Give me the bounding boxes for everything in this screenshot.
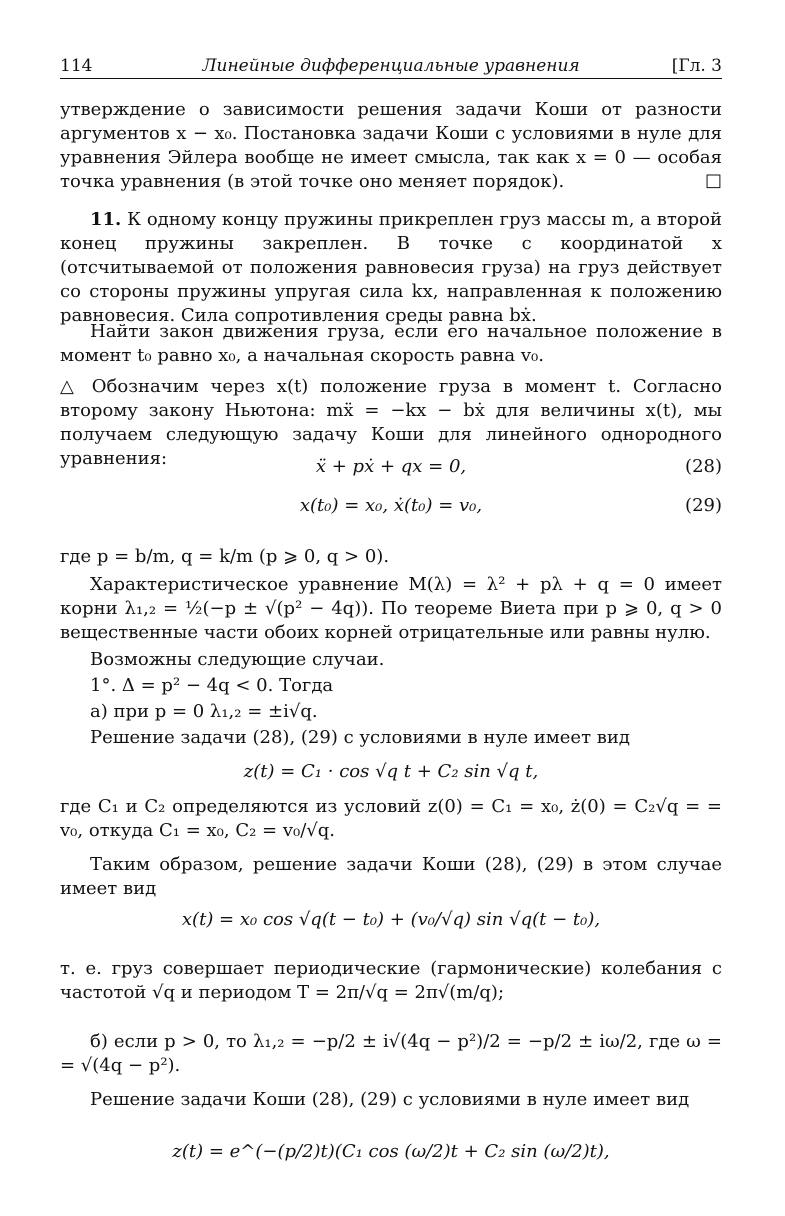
paragraph-case-1	[60, 674, 722, 698]
case-1b-text: б) если p > 0, то λ₁,₂ = −p/2 ± i√(4q − p²)/2 = −p/2 ± iω/2, где ω = = √(4q − p²).	[60, 1031, 722, 1076]
paragraph-characteristic	[60, 573, 722, 645]
paragraph-solution-form	[60, 726, 722, 750]
paragraph-result	[60, 853, 722, 901]
equation-29-number: (29)	[685, 495, 722, 516]
cases-text: Возможны следующие случаи.	[90, 649, 385, 670]
paragraph-oscillation	[60, 957, 722, 1005]
equation-x1-formula: x(t) = x₀ cos √q(t − t₀) + (v₀/√q) sin √q(t − t₀),	[181, 909, 601, 930]
equation-28-formula: ẍ + pẋ + qx = 0,	[315, 456, 467, 477]
paragraph-params	[60, 545, 722, 569]
characteristic-text: Характеристическое уравнение M(λ) = λ² + pλ + q = 0 имеет корни λ₁,₂ = ½(−p ± √(p² − 4q)). По теореме Виета при p ⩾ 0, q > 0 вещественные части обоих корней отрицательные или равны нулю.	[60, 574, 722, 643]
page-number: 114	[60, 56, 93, 76]
paragraph-task	[60, 320, 722, 368]
equation-z1	[60, 760, 722, 784]
oscillation-text: т. е. груз совершает периодические (гармонические) колебания с частотой √q и периодом T = 2π/√q = 2π√(m/q);	[60, 958, 722, 1003]
paragraph-constants	[60, 795, 722, 843]
running-header	[60, 56, 722, 79]
case-1-text: 1°. Δ = p² − 4q < 0. Тогда	[90, 675, 334, 696]
equation-28-number: (28)	[685, 456, 722, 477]
paragraph-case-1a	[60, 700, 722, 724]
equation-x1	[60, 908, 722, 932]
equation-z2	[60, 1140, 722, 1164]
params-text: где p = b/m, q = k/m (p ⩾ 0, q > 0).	[60, 546, 390, 567]
solution-form-text: Решение задачи (28), (29) с условиями в нуле имеет вид	[90, 727, 630, 748]
paragraph-1	[60, 98, 722, 194]
case-1a-text: а) при p = 0 λ₁,₂ = ±i√q.	[90, 701, 318, 722]
equation-29	[60, 494, 722, 518]
solution-intro-text: △ Обозначим через x(t) положение груза в момент t. Согласно второму закону Ньютона: mẍ = −kx − bẋ для величины x(t), мы получаем следующую задачу Коши для линейного однородного уравнения:	[60, 376, 722, 469]
result-text: Таким образом, решение задачи Коши (28), (29) в этом случае имеет вид	[60, 854, 722, 899]
problem-number: 11.	[90, 209, 122, 230]
paragraph-cauchy	[60, 1088, 722, 1112]
running-title: Линейные дифференциальные уравнения	[202, 56, 580, 76]
problem-statement	[60, 208, 722, 328]
chapter-label: [Гл. 3	[671, 56, 722, 76]
equation-z2-formula: z(t) = e^(−(p/2)t)(C₁ cos (ω/2)t + C₂ sin (ω/2)t),	[172, 1141, 610, 1162]
paragraph-case-1b	[60, 1030, 722, 1078]
paragraph-cases	[60, 648, 722, 672]
constants-text: где C₁ и C₂ определяются из условий z(0) = C₁ = x₀, ż(0) = C₂√q = = v₀, откуда C₁ = x₀, C₂ = v₀/√q.	[60, 796, 722, 841]
equation-29-formula: x(t₀) = x₀, ẋ(t₀) = v₀,	[299, 495, 483, 516]
equation-z1-formula: z(t) = C₁ · cos √q t + C₂ sin √q t,	[243, 761, 539, 782]
paragraph-1-text: утверждение о зависимости решения задачи Коши от разности аргументов x − x₀. Постановка задачи Коши с условиями в нуле для уравнения Эйлера вообще не имеет смысла, так как x = 0 — особая точка уравнения (в этой точке оно меняет порядок).	[60, 99, 722, 192]
equation-28	[60, 455, 722, 479]
task-text: Найти закон движения груза, если его начальное положение в момент t₀ равно x₀, а начальная скорость равна v₀.	[60, 321, 722, 366]
qed-icon: □	[704, 170, 722, 191]
cauchy-text: Решение задачи Коши (28), (29) с условиями в нуле имеет вид	[90, 1089, 690, 1110]
problem-text: К одному концу пружины прикреплен груз массы m, а второй конец пружины закреплен. В точке с координатой x (отсчитываемой от положения равновесия груза) на груз действует со стороны пружины упругая сила kx, направленная к положению равновесия. Сила сопротивления среды равна bẋ.	[60, 209, 722, 326]
